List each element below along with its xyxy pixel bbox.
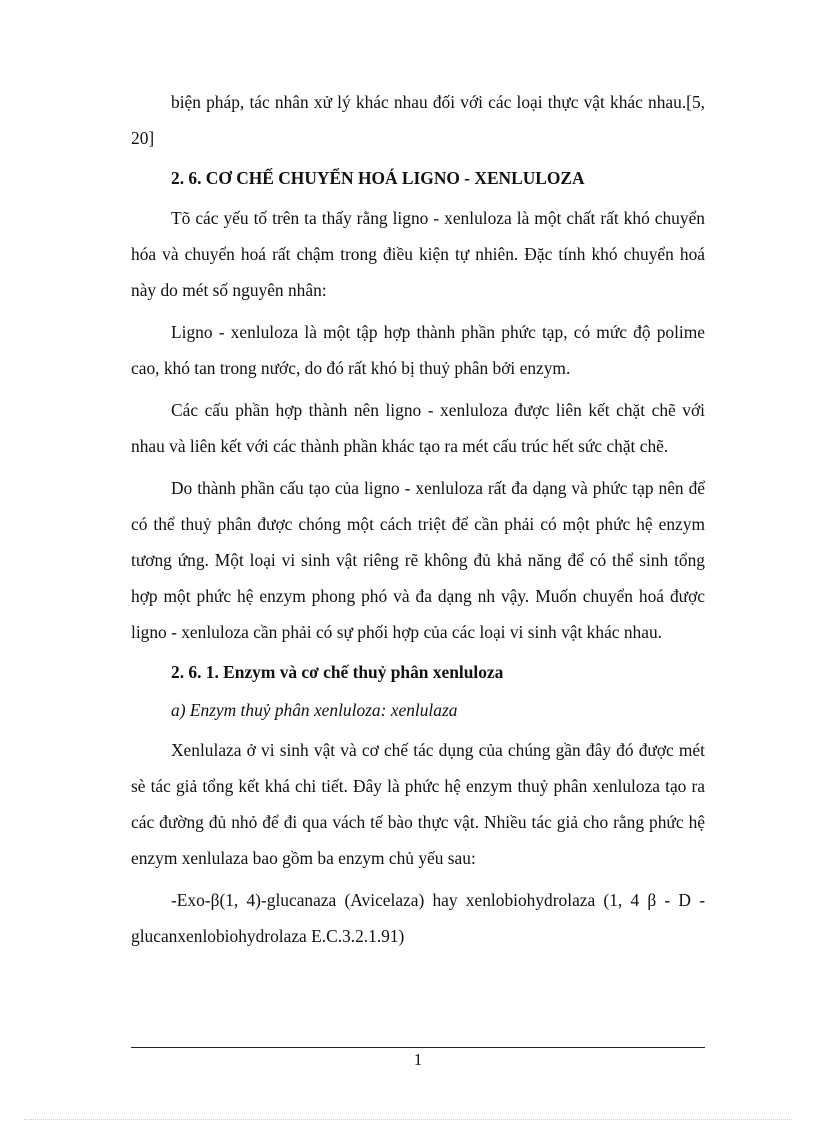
page-body [131, 84, 705, 954]
section-heading-2-6-1: 2. 6. 1. Enzym và cơ chế thuỷ phân xenluloza [171, 662, 504, 682]
paragraph-exo-glucanaza: -Exo-β(1, 4)-glucanaza (Avicelaza) hay xenlobiohydrolaza (1, 4 β - D - glucanxenlobiohydrolaza E.C.3.2.1.91) [131, 890, 705, 946]
page-bottom-edge [24, 1119, 792, 1120]
paragraph-xenlulaza: Xenlulaza ở vi sinh vật và cơ chế tác dụng của chúng gần đây đó được mét sè tác giả tổng kết khá chi tiết. Đây là phức hệ enzym thuỷ phân xenluloza tạo ra các đường đủ nhỏ để đi qua vách tế bào thực vật. Nhiều tác giả cho rằng phức hệ enzym xenlulaza bao gồm ba enzym chủ yếu sau: [131, 740, 705, 868]
subsection-heading-a: a) Enzym thuỷ phân xenluloza: xenlulaza [171, 700, 458, 720]
paragraph-lignin-difficulty: Tõ các yếu tố trên ta thấy rằng ligno - xenluloza là một chất rất khó chuyển hóa và chuyển hoá rất chậm trong điều kiện tự nhiên. Đặc tính khó chuyển hoá này do mét số nguyên nhân: [131, 208, 705, 300]
paragraph-bonding: Các cấu phần hợp thành nên ligno - xenluloza được liên kết chặt chẽ với nhau và liên kết với các thành phần khác tạo ra mét cấu trúc hết sức chặt chẽ. [131, 400, 705, 456]
paragraph-enzyme-complex: Do thành phần cấu tạo của ligno - xenluloza rất đa dạng và phức tạp nên để có thể thuỷ phân được chóng một cách triệt để cần phải có một phức hệ enzym tương ứng. Một loại vi sinh vật riêng rẽ không đủ khả năng để có thể sinh tổng hợp một phức hệ enzym phong phó và đa dạng nh vậy. Muốn chuyển hoá được ligno - xenluloza cần phải có sự phối hợp của các loại vi sinh vật khác nhau. [131, 478, 705, 642]
paragraph-continuation: biện pháp, tác nhân xử lý khác nhau đối với các loại thực vật khác nhau.[5, 20] [131, 92, 705, 148]
footer-divider [131, 1047, 705, 1048]
page-number: 1 [413, 1050, 423, 1069]
section-heading-2-6: 2. 6. CƠ CHẾ CHUYỂN HOÁ LIGNO - XENLULOZA [171, 168, 585, 188]
paragraph-polymer-structure: Ligno - xenluloza là một tập hợp thành phần phức tạp, có mức độ polime cao, khó tan trong nước, do đó rất khó bị thuỷ phân bởi enzym. [131, 322, 705, 378]
